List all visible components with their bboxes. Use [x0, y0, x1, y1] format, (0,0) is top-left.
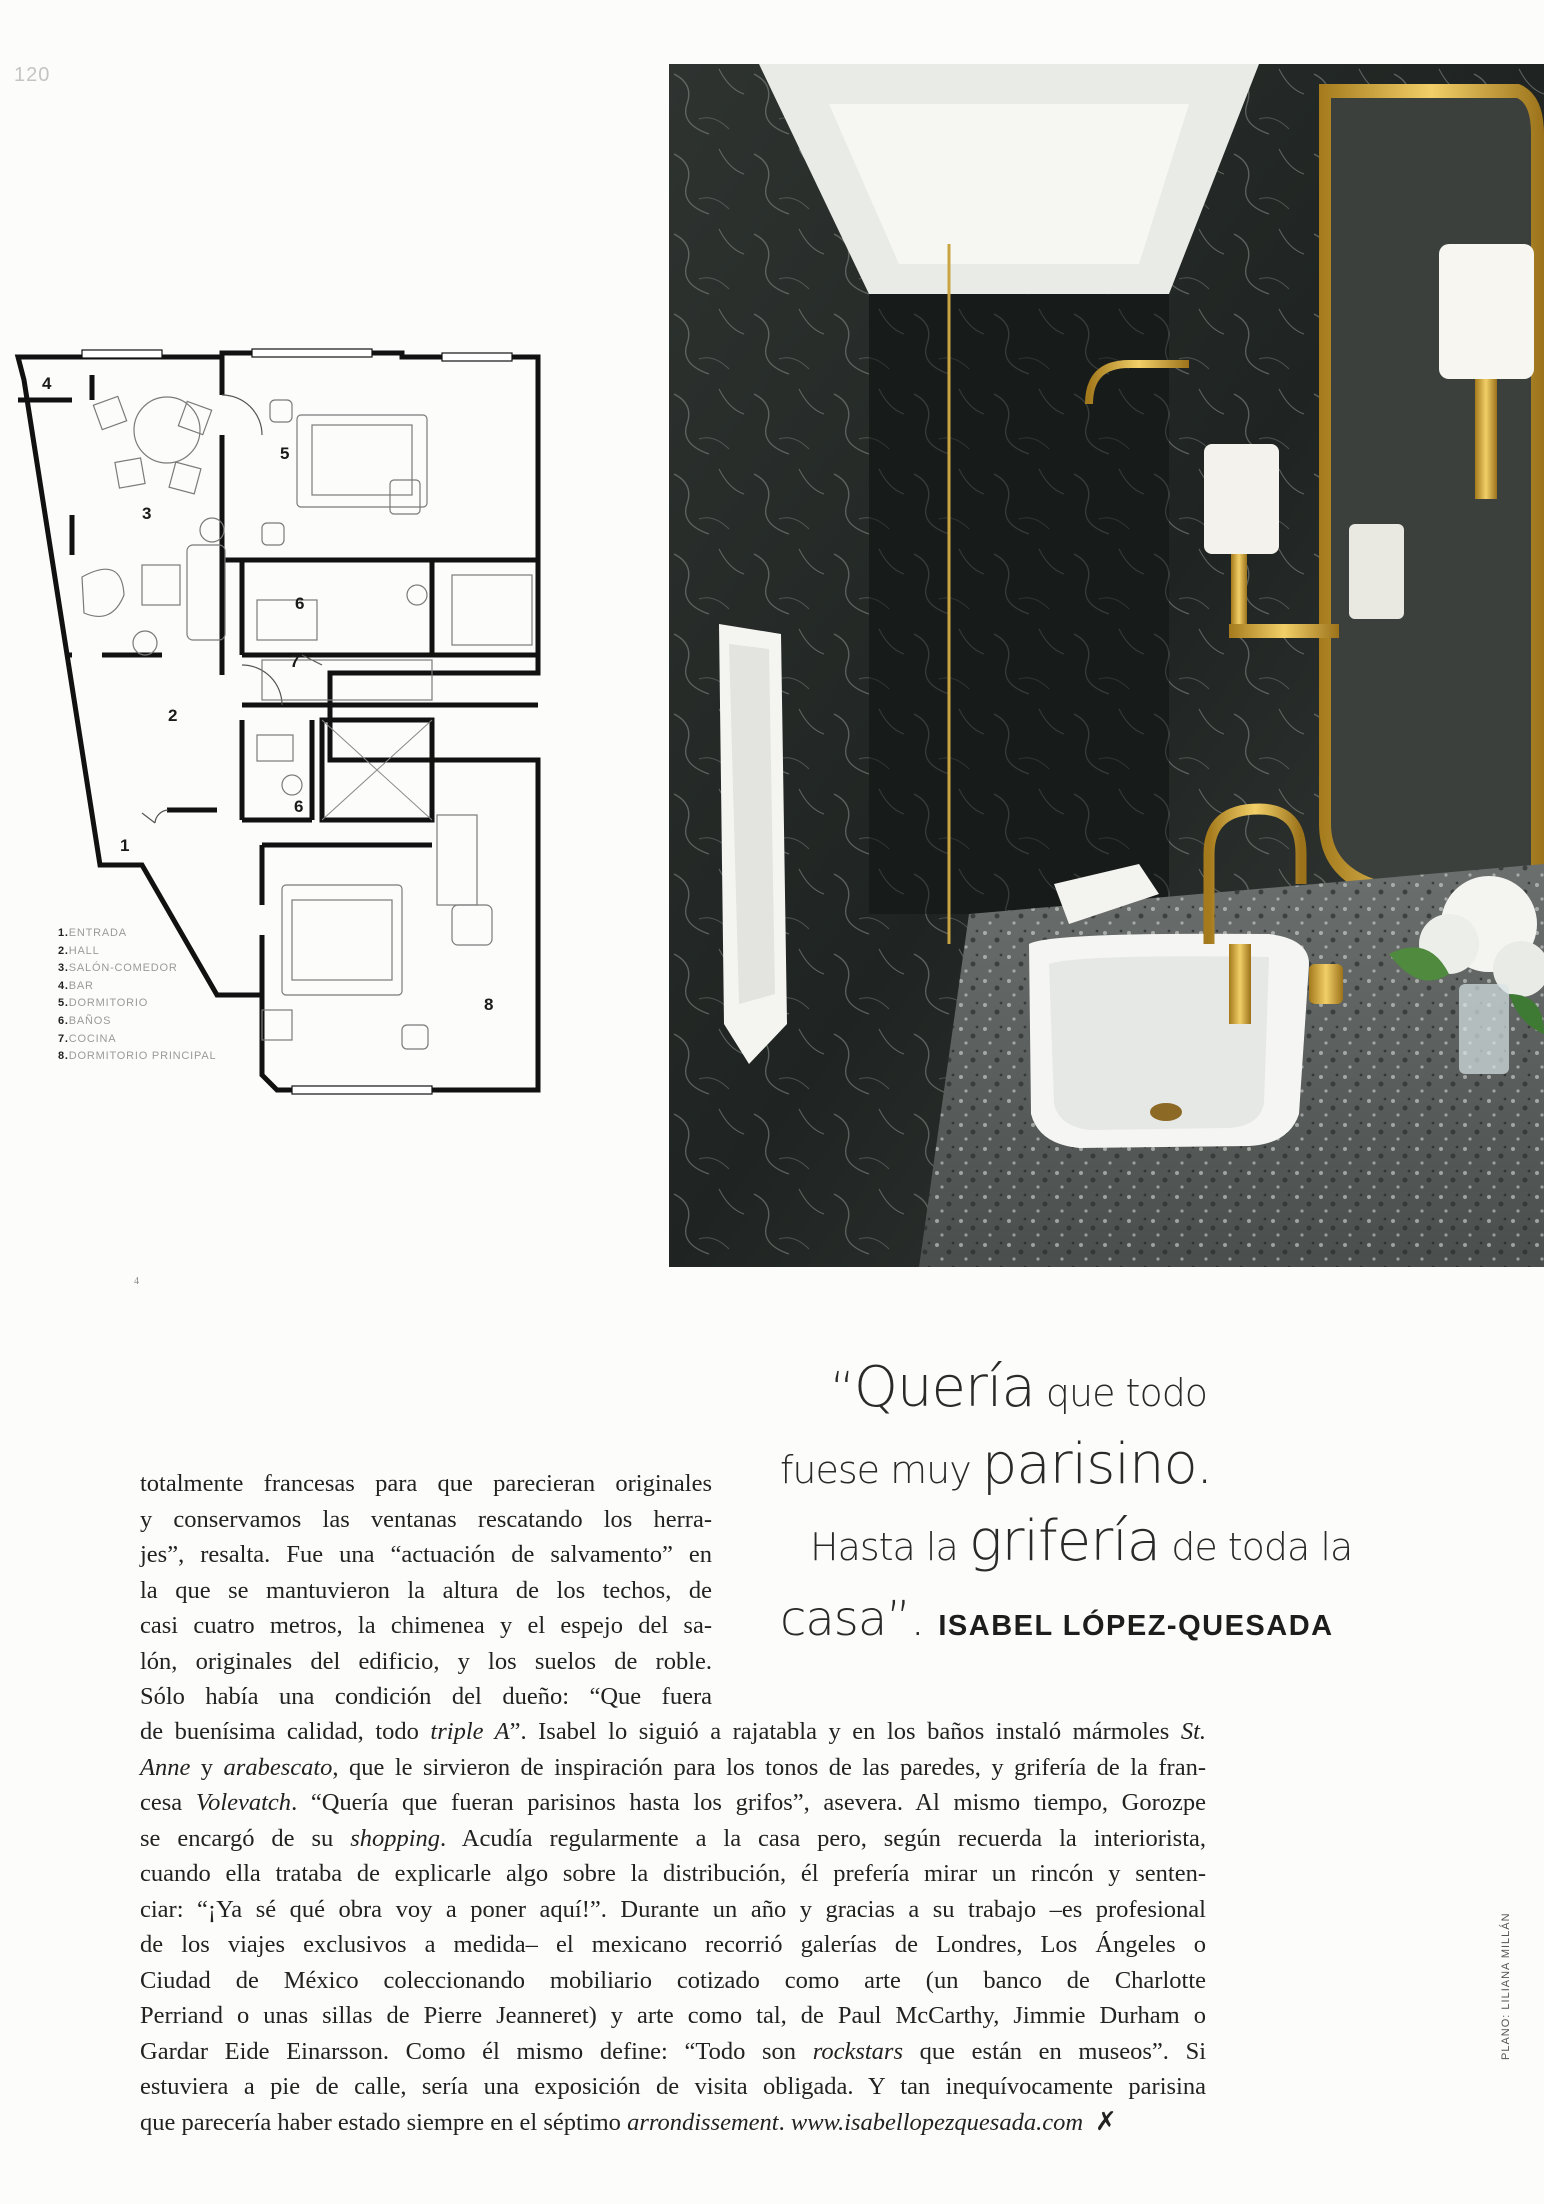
legend-item: 5.DORMITORIO — [58, 997, 149, 1010]
room-number: 8 — [484, 995, 494, 1014]
text-line: cesa Volevatch. “Quería que fueran parisinos hasta los grifos”, asevera. Al mismo tiempo, Gorozpe — [140, 1789, 1206, 1816]
body-text-column — [140, 1466, 712, 1715]
quote-author: ISABEL LÓPEZ-QUESADA — [938, 1610, 1334, 1642]
text-line: se encargó de su shopping. Acudía regularmente a la casa pero, según recuerda la interiorista, — [140, 1824, 1207, 1852]
text-line: casi cuatro metros, la chimenea y el espejo del sa- — [140, 1612, 712, 1639]
bathroom-photo-image — [669, 64, 1544, 1267]
text-line: que parecería haber estado siempre en el séptimo arrondissement. www.isabellopezquesada.com ✗ — [140, 2106, 1117, 2137]
legend-item: 7.COCINA — [58, 1032, 117, 1045]
text-line: cuando ella trataba de explicarle algo sobre la distribución, él prefería mirar un rincón y senten- — [140, 1860, 1206, 1887]
floor-plan-legend — [58, 925, 216, 1066]
text-line: Perriand o unas sillas de Pierre Jeanneret) y arte como tal, de Paul McCarthy, Jimmie Durham o — [140, 2002, 1206, 2029]
legend-item: 2.HALL — [58, 944, 100, 957]
small-mark: 4 — [134, 1276, 139, 1287]
room-number: 5 — [280, 444, 290, 463]
bathroom-photo — [669, 64, 1544, 1267]
text-line: Gardar Eide Einarsson. Como él mismo define: “Todo son rockstars que están en museos”. Si — [140, 2037, 1207, 2065]
photo-credit: PLANO: LILIANA MILLÁN — [1500, 1912, 1512, 2060]
text-line: ciar: “¡Ya sé qué obra voy a poner aquí!”. Durante un año y gracias a su trabajo –es profesional — [140, 1895, 1206, 1923]
text-line: de los viajes exclusivos a medida– el mexicano recorrió galerías de Londres, Los Ángeles o — [140, 1931, 1206, 1958]
legend-item: 4.BAR — [58, 979, 94, 992]
text-line: Ciudad de México coleccionando mobiliario cotizado como arte (un banco de Charlotte — [140, 1966, 1206, 1994]
room-number: 7 — [290, 652, 300, 671]
text-line: jes”, resalta. Fue una “actuación de salvamento” en — [140, 1541, 712, 1568]
text-line: totalmente francesas para que parecieran originales — [140, 1470, 712, 1497]
room-number: 1 — [120, 836, 130, 855]
text-line: Anne y arabescato, que le sirvieron de inspiración para los tonos de las paredes, y grifería de la fran- — [140, 1753, 1207, 1781]
room-number: 2 — [168, 706, 178, 725]
text-line: estuviera a pie de calle, sería una exposición de visita obligada. Y tan inequívocamente parisina — [140, 2073, 1206, 2100]
legend-item: 6.BAÑOS — [58, 1014, 112, 1027]
text-line: Sólo había una condición del dueño: “Que fuera — [140, 1683, 712, 1710]
room-number: 6 — [295, 594, 305, 613]
page-number: 120 — [14, 64, 51, 86]
legend-item: 1.ENTRADA — [58, 927, 127, 939]
end-mark-icon: ✗ — [1095, 2106, 1117, 2137]
text-line: lón, originales del edificio, y los suelos de roble. — [140, 1647, 712, 1675]
room-number: 6 — [294, 797, 304, 816]
text-line: la que se mantuvieron la altura de los techos, de — [140, 1576, 712, 1604]
room-number: 4 — [42, 374, 52, 393]
body-text-wide — [140, 1714, 1206, 2140]
website-link[interactable]: www.isabellopezquesada.com — [790, 2108, 1084, 2136]
legend-item: 8.DORMITORIO PRINCIPAL — [58, 1050, 217, 1063]
pull-quote: “Quería que todo fuese muy parisino. Hasta la grifería de toda la casa”. ISABEL LÓPEZ-QUESADA — [780, 1355, 1353, 1647]
legend-item: 3.SALÓN-COMEDOR — [58, 962, 178, 975]
text-line: y conservamos las ventanas rescatando los herra- — [140, 1505, 712, 1533]
room-number: 3 — [142, 504, 152, 523]
text-line: de buenísima calidad, todo triple A”. Isabel lo siguió a rajatabla y en los baños instaló mármoles St. — [140, 1718, 1206, 1745]
